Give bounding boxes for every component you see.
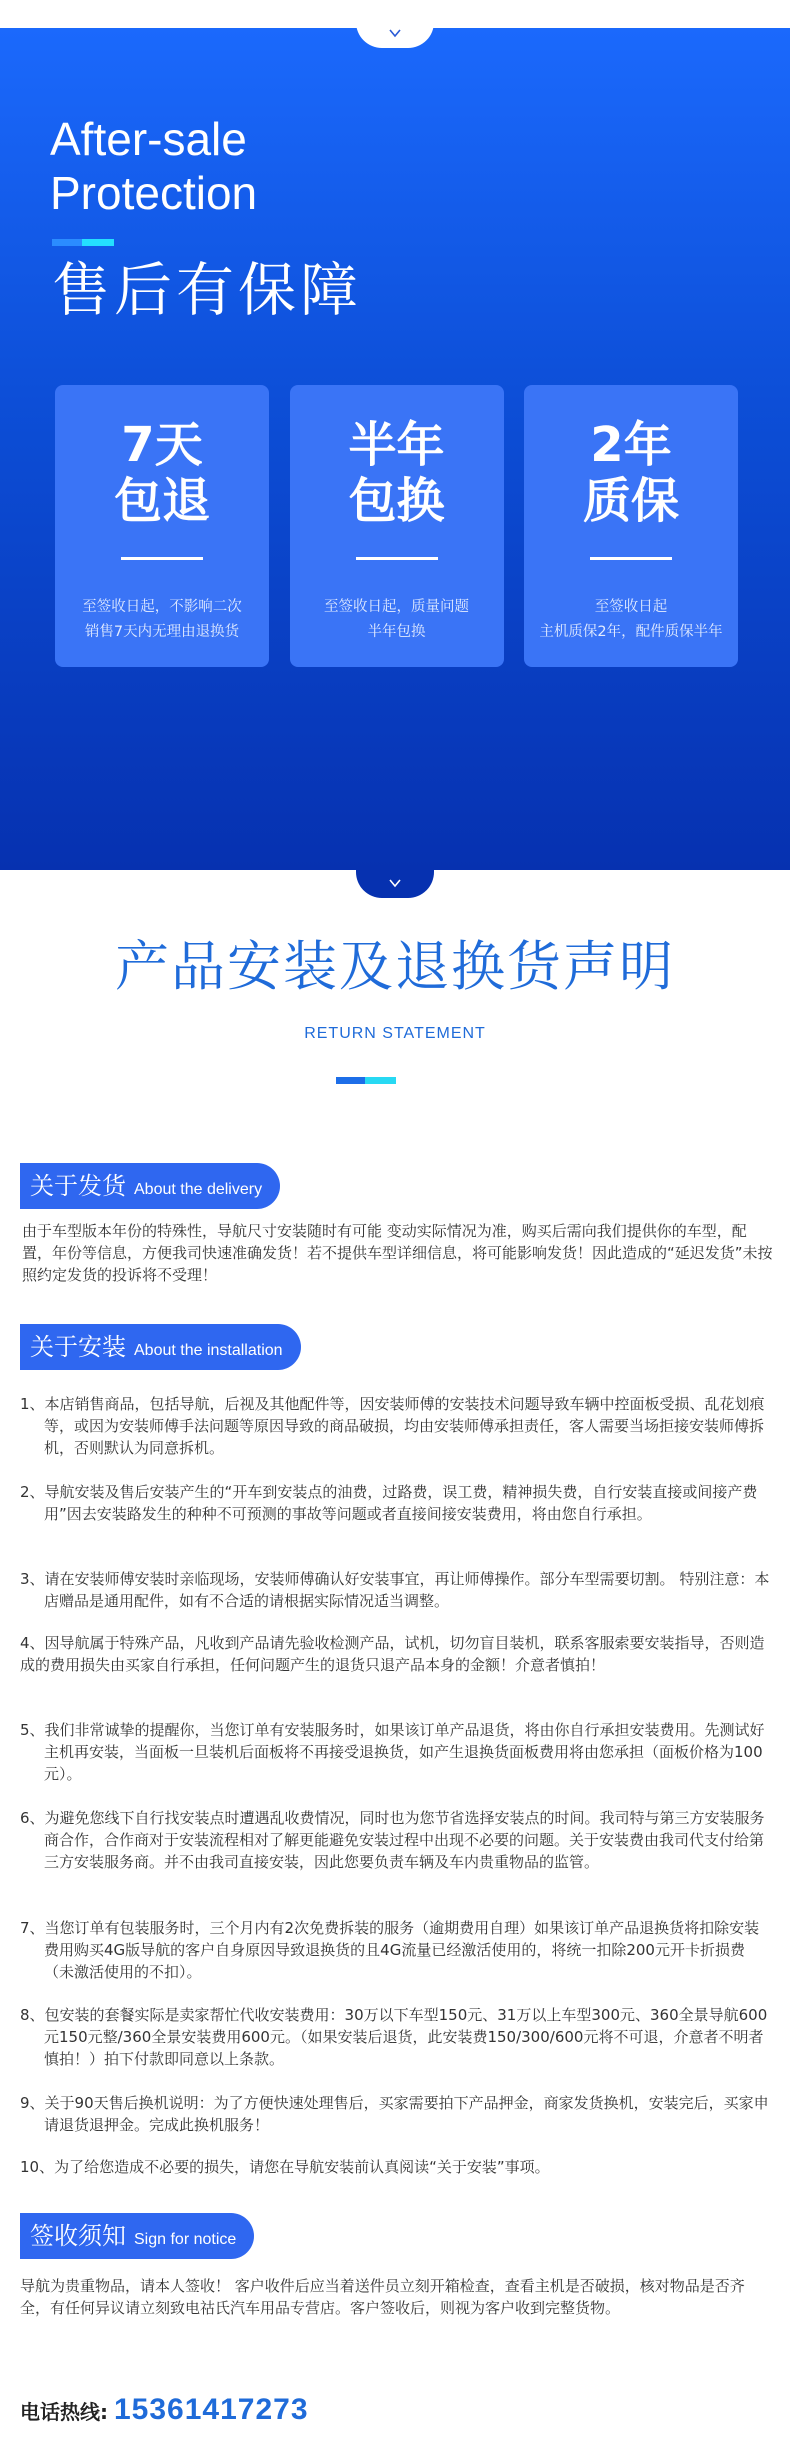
hero-title-en	[50, 112, 550, 220]
chevron-down-icon	[388, 26, 402, 40]
guarantee-card-exchange	[290, 385, 504, 667]
notice-tag-en: Sign for notice	[134, 2231, 237, 2248]
installation-item-7: 7、当您订单有包装服务时，三个月内有2次免费拆装的服务（逾期费用自理）如果该订单产品退换货将扣除安装费用购买4G版导航的客户自身原因导致退换货的且4G流量已经激活使用的，将统一扣除200元开卡折损费（未激活使用的不扣）。	[20, 1919, 760, 1981]
installation-item-4: 4、因导航属于特殊产品，凡收到产品请先验收检测产品，试机，切勿盲目装机，联系客服索要安装指导，否则造成的费用损失由买家自行承担，任何问题产生的退货只退产品本身的金额！介意者慎拍！	[20, 1634, 765, 1674]
card-headline-line2: 质保	[582, 473, 679, 529]
installation-item-8: 8、包安装的套餐实际是卖家帮忙代收安装费用：30万以下车型150元、31万以上车型300元、360全景导航600元150元整/360全景安装费用600元。（如果安装后退货，此安装费150/300/600元将不可退，介意者不明者慎拍！）拍下付款即同意以上条款。	[20, 2006, 768, 2068]
statement-subtitle: RETURN STATEMENT	[304, 1025, 486, 1042]
statement-title: 产品安装及退换货声明	[115, 935, 675, 998]
hero-title-en-line1: After-sale	[50, 113, 247, 165]
installation-item-5: 5、我们非常诚挚的提醒你，当您订单有安装服务时，如果该订单产品退货，将由你自行承担安装费用。先测试好主机再安装，当面板一旦装机后面板将不再接受退换货，如产生退换货面板费用将由您承担（面板价格为100元）。	[20, 1721, 765, 1783]
card-headline-line1: 半年	[348, 417, 445, 473]
card-desc-line2: 销售7天内无理由退换货	[84, 624, 240, 640]
card-desc-line2: 半年包换	[367, 624, 426, 640]
installation-tag-en: About the installation	[134, 1342, 283, 1359]
card-divider	[121, 557, 203, 560]
card-divider	[590, 557, 672, 560]
guarantee-card-warranty	[524, 385, 738, 667]
card-headline-line2: 包换	[348, 473, 445, 529]
delivery-tag-cn: 关于发货	[30, 1172, 126, 1200]
installation-item-10: 10、为了给您造成不必要的损失，请您在导航安装前认真阅读“关于安装”事项。	[20, 2158, 550, 2176]
hotline	[20, 2393, 309, 2433]
installation-item-9: 9、关于90天售后换机说明：为了方便快速处理售后，买家需要拍下产品押金，商家发货换机，安装完后，买家申请退货退押金。完成此换机服务！	[20, 2094, 769, 2134]
top-notch	[356, 18, 434, 48]
section-notch	[356, 868, 434, 898]
card-divider	[356, 557, 438, 560]
card-headline-line1: 2年	[590, 417, 672, 473]
delivery-tag-en: About the delivery	[134, 1181, 263, 1198]
installation-item-2: 2、导航安装及售后安装产生的“开车到安装点的油费，过路费，误工费，精神损失费，自行安装直接或间接产费用”因去安装路发生的种种不可预测的事故等问题或者直接间接安装费用，将由您自行承担。	[20, 1483, 758, 1523]
installation-section-tag	[20, 1324, 301, 1370]
card-desc-line2: 主机质保2年，配件质保半年	[539, 624, 723, 640]
installation-item-1: 1、本店销售商品，包括导航，后视及其他配件等，因安装师傅的安装技术问题导致车辆中控面板受损、乱花划痕等，或因为安装师傅手法问题等原因导致的商品破损，均由安装师傅承担责任，客人需要当场拒接安装师傅拆机，否则默认为同意拆机。	[20, 1395, 765, 1457]
installation-tag-cn: 关于安装	[30, 1333, 126, 1361]
delivery-text: 由于车型版本年份的特殊性，导航尺寸安装随时有可能 变动实际情况为准，购买后需向我们提供你的车型，配置，年份等信息，方便我司快速准确发货！若不提供车型详细信息，将可能影响发货！因此造成的“延迟发货”未按照约定发货的投诉将不受理！	[22, 1222, 773, 1284]
notice-section-tag	[20, 2213, 254, 2259]
card-headline-line1: 7天	[121, 417, 203, 473]
installation-item-6: 6、为避免您线下自行找安装点时遭遇乱收费情况，同时也为您节省选择安装点的时间。我司特与第三方安装服务商合作，合作商对于安装流程相对了解更能避免安装过程中出现不必要的问题。关于安装费由我司代支付给第三方安装服务商。并不由我司直接安装，因此您要负责车辆及车内贵重物品的监管。	[20, 1809, 765, 1871]
hero-title-en-line2: Protection	[50, 167, 258, 219]
card-desc-line1: 至签收日起，不影响二次	[82, 599, 242, 615]
statement-accent-bar	[336, 1077, 396, 1084]
notice-text: 导航为贵重物品，请本人签收！ 客户收件后应当着送件员立刻开箱检查，查看主机是否破损，核对物品是否齐全，有任何异议请立刻致电祜氏汽车用品专营店。客户签收后，则视为客户收到完整货物。	[20, 2277, 745, 2317]
hotline-label: 电话热线:	[20, 2400, 108, 2424]
hero-title-cn: 售后有保障	[52, 256, 363, 324]
guarantee-cards	[55, 385, 738, 667]
delivery-section-tag	[20, 1163, 280, 1209]
guarantee-card-return	[55, 385, 269, 667]
notice-tag-cn: 签收须知	[30, 2222, 126, 2250]
hotline-number[interactable]: 15361417273	[114, 2393, 309, 2426]
card-headline-line2: 包退	[113, 473, 210, 529]
card-desc-line1: 至签收日起，质量问题	[324, 599, 469, 615]
hero-accent-bar	[52, 239, 114, 246]
chevron-down-icon	[388, 876, 402, 890]
installation-item-3: 3、请在安装师傅安装时亲临现场，安装师傅确认好安装事宜，再让师傅操作。部分车型需要切割。 特别注意：本店赠品是通用配件，如有不合适的请根据实际情况适当调整。	[20, 1570, 770, 1610]
card-desc-line1: 至签收日起	[594, 599, 668, 615]
